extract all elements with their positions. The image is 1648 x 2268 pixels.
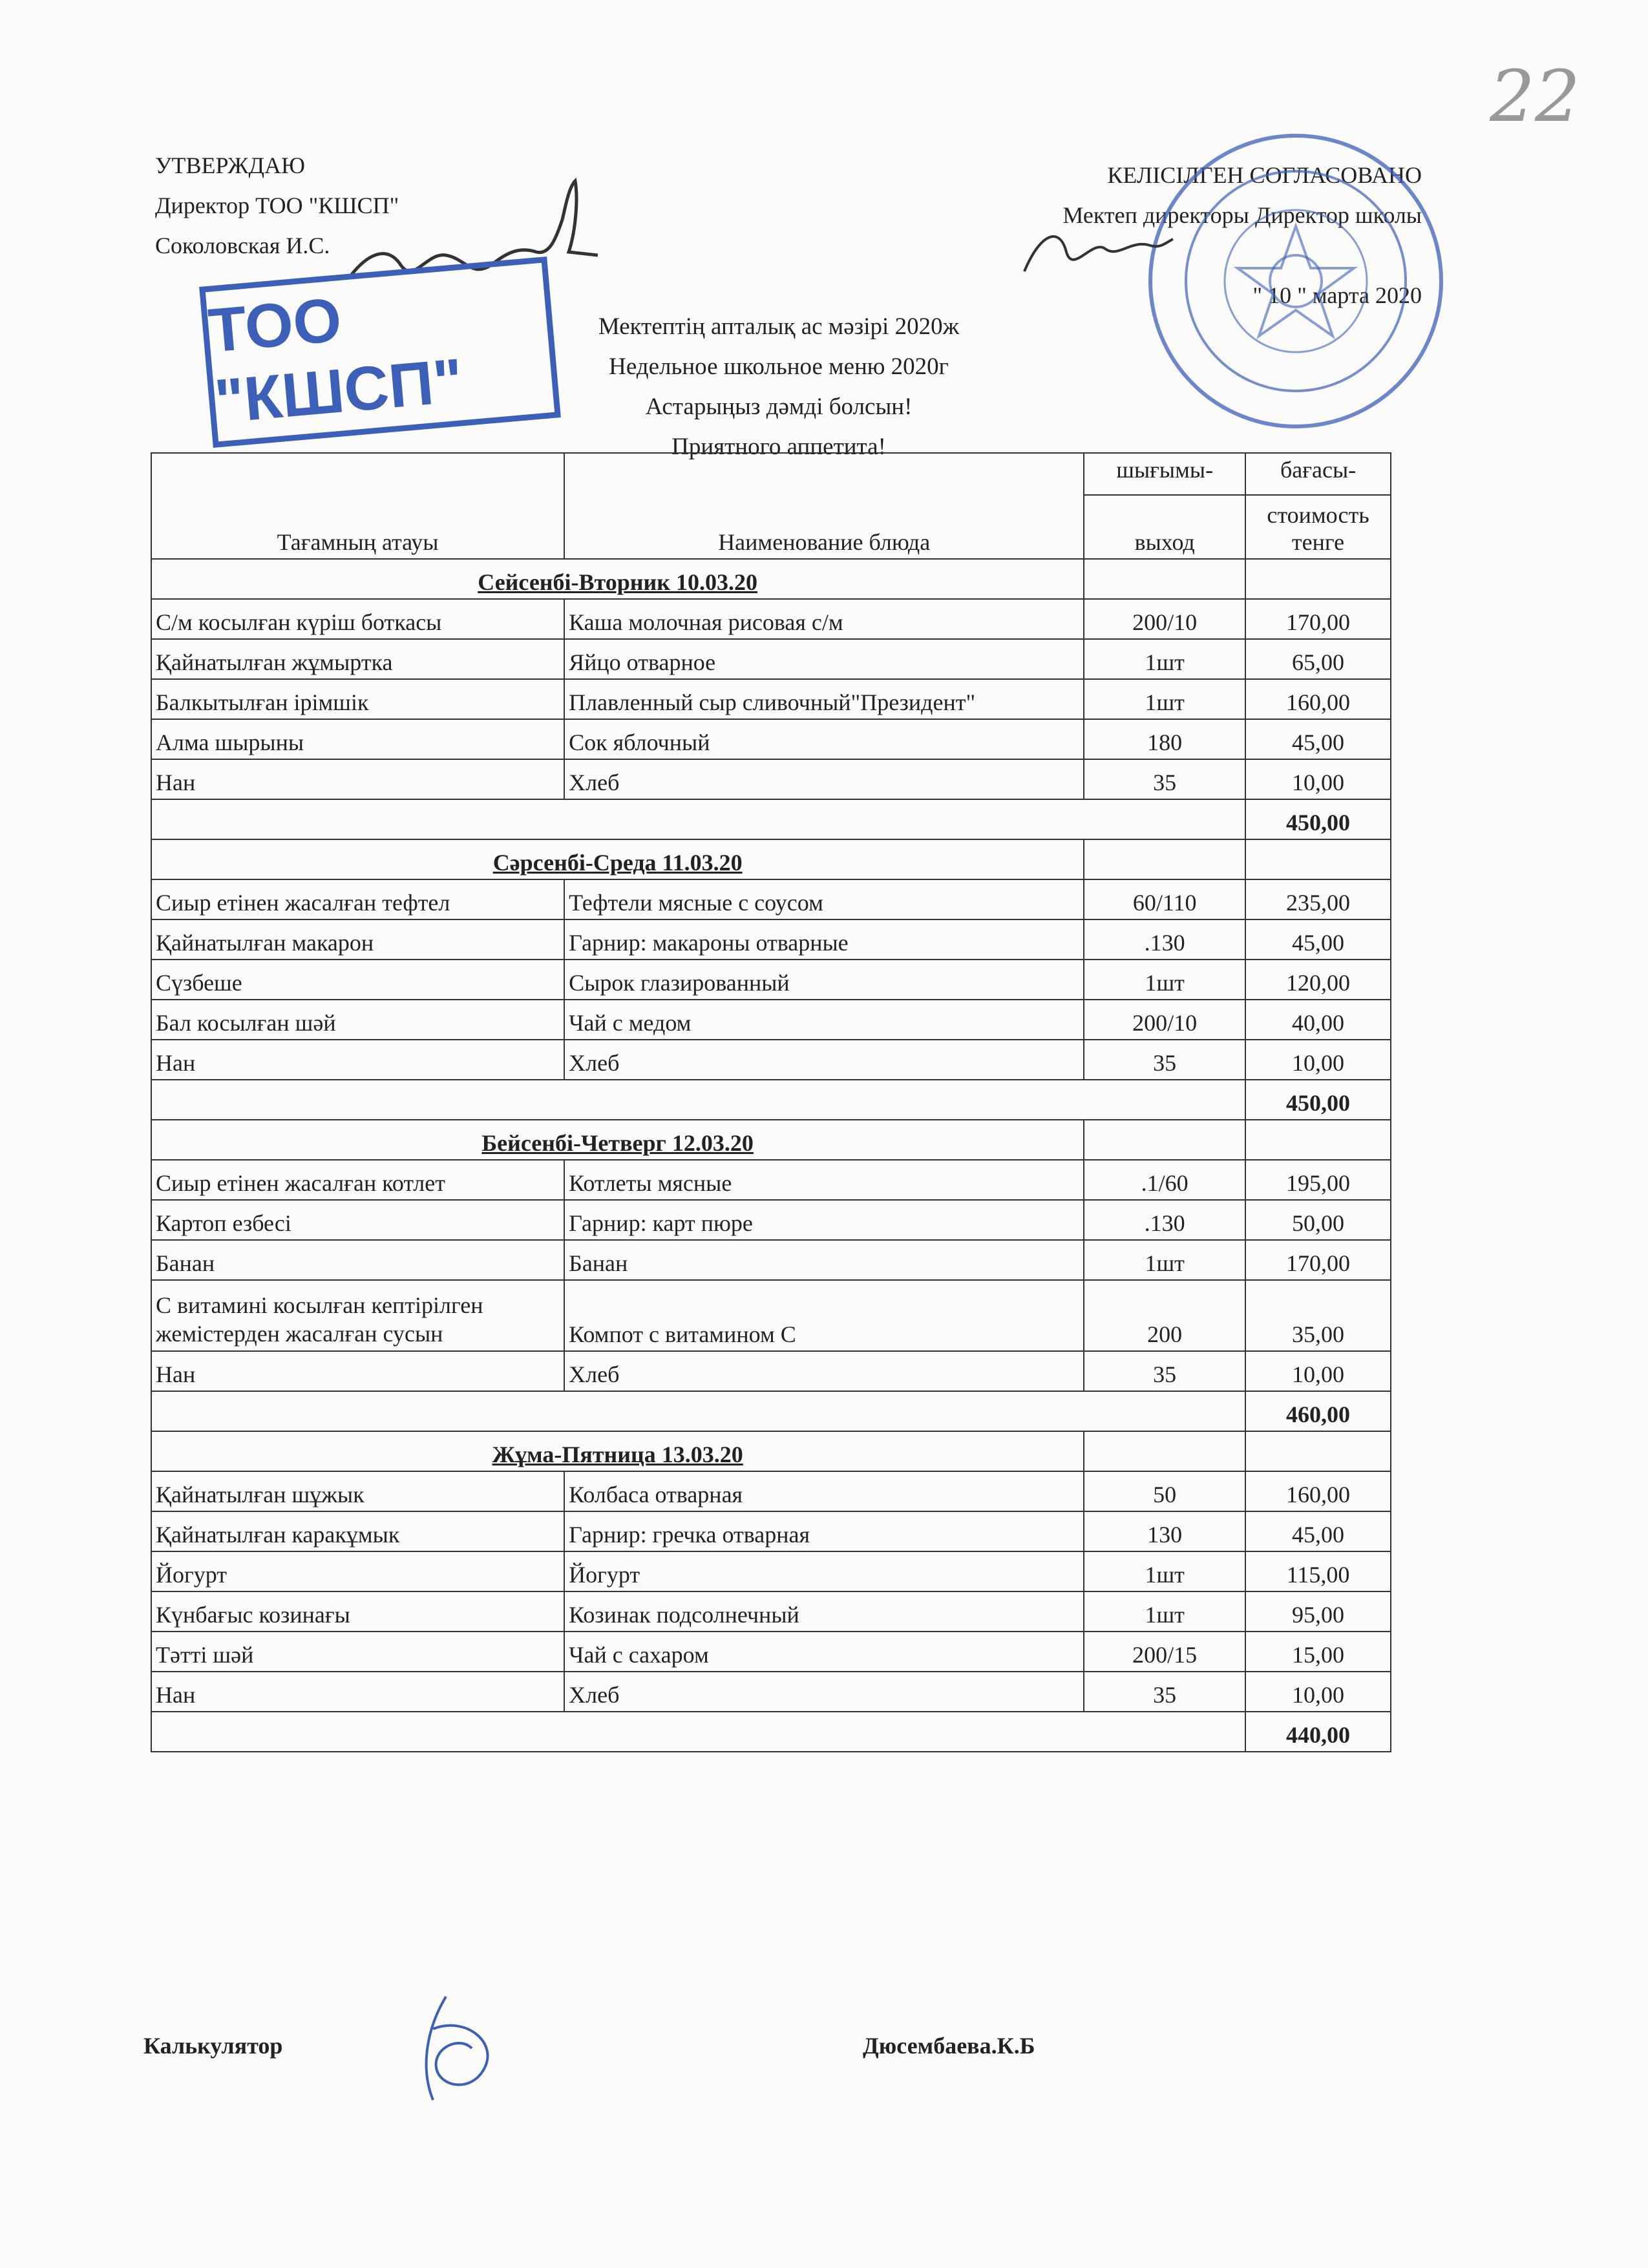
table-row bbox=[151, 1200, 1391, 1240]
dish-name-ru: Сок яблочный bbox=[564, 719, 1084, 759]
dish-price: 170,00 bbox=[1245, 599, 1391, 639]
dish-output: 1шт bbox=[1084, 1591, 1245, 1632]
dish-output: 35 bbox=[1084, 759, 1245, 799]
calculator-signature bbox=[407, 1990, 504, 2106]
agreed-position: Мектеп директоры Директор школы bbox=[1062, 202, 1422, 228]
dish-name-ru: Хлеб bbox=[564, 1351, 1084, 1391]
day-header-row bbox=[151, 559, 1391, 599]
day-total: 440,00 bbox=[1245, 1712, 1391, 1752]
dish-output: 200/10 bbox=[1084, 1000, 1245, 1040]
dish-name-kz: Тәтті шәй bbox=[151, 1632, 564, 1672]
dish-price: 10,00 bbox=[1245, 759, 1391, 799]
header-output-top: шығымы- bbox=[1084, 453, 1245, 495]
dish-output: 1шт bbox=[1084, 1240, 1245, 1280]
table-header-row bbox=[151, 453, 1391, 495]
dish-price: 45,00 bbox=[1245, 919, 1391, 960]
dish-name-ru: Плавленный сыр сливочный"Президент" bbox=[564, 679, 1084, 719]
dish-name-kz: С витамині косылған кептірілген жемістерден жасалған сусын bbox=[151, 1280, 564, 1351]
agreed-title: КЕЛІСІЛГЕН СОГЛАСОВАНО bbox=[1107, 162, 1422, 188]
header-price-bottom bbox=[1245, 495, 1391, 559]
dish-output: 200 bbox=[1084, 1280, 1245, 1351]
dish-output: 200/15 bbox=[1084, 1632, 1245, 1672]
dish-name-ru: Колбаса отварная bbox=[564, 1471, 1084, 1511]
dish-name-kz: Күнбағыс козинағы bbox=[151, 1591, 564, 1632]
dish-name-kz: Нан bbox=[151, 1672, 564, 1712]
dish-output: 35 bbox=[1084, 1672, 1245, 1712]
dish-output: .130 bbox=[1084, 919, 1245, 960]
table-row bbox=[151, 679, 1391, 719]
empty-cell bbox=[1084, 559, 1245, 599]
table-row bbox=[151, 1000, 1391, 1040]
approve-title: УТВЕРЖДАЮ bbox=[155, 152, 306, 178]
table-row bbox=[151, 759, 1391, 799]
dish-name-ru: Хлеб bbox=[564, 1672, 1084, 1712]
weekly-menu-table bbox=[151, 452, 1391, 1752]
dish-name-ru: Йогурт bbox=[564, 1551, 1084, 1591]
table-row bbox=[151, 879, 1391, 919]
dish-name-ru: Чай с медом bbox=[564, 1000, 1084, 1040]
dish-price: 195,00 bbox=[1245, 1160, 1391, 1200]
dish-name-ru: Чай с сахаром bbox=[564, 1632, 1084, 1672]
dish-price: 120,00 bbox=[1245, 960, 1391, 1000]
day-title: Жұма-Пятница 13.03.20 bbox=[151, 1431, 1084, 1471]
dish-name-ru: Козинак подсолнечный bbox=[564, 1591, 1084, 1632]
dish-output: 35 bbox=[1084, 1351, 1245, 1391]
title-ru: Недельное школьное меню 2020г bbox=[609, 353, 949, 380]
dish-name-kz: Сүзбеше bbox=[151, 960, 564, 1000]
dish-output: 200/10 bbox=[1084, 599, 1245, 639]
dish-price: 95,00 bbox=[1245, 1591, 1391, 1632]
table-row bbox=[151, 719, 1391, 759]
dish-name-kz: Картоп езбесі bbox=[151, 1200, 564, 1240]
school-round-seal bbox=[1144, 129, 1448, 433]
table-row bbox=[151, 1471, 1391, 1511]
company-stamp bbox=[199, 257, 561, 448]
dish-name-ru: Компот с витамином С bbox=[564, 1280, 1084, 1351]
empty-cell bbox=[1084, 839, 1245, 879]
title-kz: Мектептің апталық ас мәзірі 2020ж bbox=[598, 313, 960, 340]
dish-name-kz: Қайнатылған жұмыртка bbox=[151, 639, 564, 679]
header-kz-name: Тағамның атауы bbox=[151, 453, 564, 559]
dish-output: 50 bbox=[1084, 1471, 1245, 1511]
day-header-row bbox=[151, 1431, 1391, 1471]
header-price-mid: стоимость bbox=[1267, 502, 1369, 528]
dish-output: 1шт bbox=[1084, 639, 1245, 679]
approve-position: Директор ТОО "КШСП" bbox=[155, 193, 399, 218]
day-title: Бейсенбі-Четверг 12.03.20 bbox=[151, 1120, 1084, 1160]
empty-cell bbox=[1245, 1120, 1391, 1160]
dish-name-kz: Нан bbox=[151, 1351, 564, 1391]
dish-name-ru: Яйцо отварное bbox=[564, 639, 1084, 679]
day-header-row bbox=[151, 1120, 1391, 1160]
table-row bbox=[151, 599, 1391, 639]
dish-price: 160,00 bbox=[1245, 1471, 1391, 1511]
day-total: 450,00 bbox=[1245, 1080, 1391, 1120]
dish-name-ru: Каша молочная рисовая с/м bbox=[564, 599, 1084, 639]
dish-name-kz: Қайнатылған макарон bbox=[151, 919, 564, 960]
table-row bbox=[151, 919, 1391, 960]
dish-price: 45,00 bbox=[1245, 1511, 1391, 1551]
dish-name-kz: Балкытылған ірімшік bbox=[151, 679, 564, 719]
dish-name-kz: Сиыр етінен жасалған тефтел bbox=[151, 879, 564, 919]
day-total: 450,00 bbox=[1245, 799, 1391, 839]
dish-name-ru: Тефтели мясные с соусом bbox=[564, 879, 1084, 919]
dish-name-kz: С/м косылған күріш боткасы bbox=[151, 599, 564, 639]
dish-name-kz: Нан bbox=[151, 759, 564, 799]
table-row bbox=[151, 1040, 1391, 1080]
empty-cell bbox=[1245, 839, 1391, 879]
table-row bbox=[151, 1672, 1391, 1712]
dish-output: 35 bbox=[1084, 1040, 1245, 1080]
table-row bbox=[151, 1591, 1391, 1632]
day-total-row bbox=[151, 1712, 1391, 1752]
dish-name-kz: Банан bbox=[151, 1240, 564, 1280]
empty-cell bbox=[1245, 1431, 1391, 1471]
greeting-kz: Астарыңыз дәмді болсын! bbox=[645, 394, 913, 420]
empty-cell bbox=[1084, 1431, 1245, 1471]
empty-cell bbox=[151, 1391, 1245, 1431]
table-row bbox=[151, 1511, 1391, 1551]
dish-price: 65,00 bbox=[1245, 639, 1391, 679]
dish-output: 180 bbox=[1084, 719, 1245, 759]
dish-name-ru: Сырок глазированный bbox=[564, 960, 1084, 1000]
table-row bbox=[151, 1632, 1391, 1672]
dish-price: 160,00 bbox=[1245, 679, 1391, 719]
header-ru-name: Наименование блюда bbox=[564, 453, 1084, 559]
footer-name: Дюсембаева.К.Б bbox=[863, 2033, 1035, 2059]
dish-name-kz: Қайнатылған шұжык bbox=[151, 1471, 564, 1511]
approve-person: Соколовская И.С. bbox=[155, 233, 330, 258]
day-title: Сейсенбі-Вторник 10.03.20 bbox=[151, 559, 1084, 599]
dish-name-ru: Гарнир: гречка отварная bbox=[564, 1511, 1084, 1551]
day-header-row bbox=[151, 839, 1391, 879]
dish-name-ru: Котлеты мясные bbox=[564, 1160, 1084, 1200]
dish-output: 1шт bbox=[1084, 1551, 1245, 1591]
dish-price: 115,00 bbox=[1245, 1551, 1391, 1591]
stamp-text: ТОО "КШСП" bbox=[206, 285, 466, 437]
dish-name-ru: Гарнир: макароны отварные bbox=[564, 919, 1084, 960]
dish-price: 10,00 bbox=[1245, 1040, 1391, 1080]
dish-price: 40,00 bbox=[1245, 1000, 1391, 1040]
table-row bbox=[151, 1280, 1391, 1351]
dish-output: 1шт bbox=[1084, 679, 1245, 719]
table-row bbox=[151, 1351, 1391, 1391]
dish-output: 130 bbox=[1084, 1511, 1245, 1551]
dish-price: 10,00 bbox=[1245, 1351, 1391, 1391]
dish-name-ru: Хлеб bbox=[564, 759, 1084, 799]
dish-name-kz: Қайнатылған каракұмык bbox=[151, 1511, 564, 1551]
header-price-top: бағасы- bbox=[1245, 453, 1391, 495]
dish-name-kz: Нан bbox=[151, 1040, 564, 1080]
dish-name-kz: Йогурт bbox=[151, 1551, 564, 1591]
dish-output: 60/110 bbox=[1084, 879, 1245, 919]
table-row bbox=[151, 639, 1391, 679]
empty-cell bbox=[1245, 559, 1391, 599]
agreed-date: " 10 " марта 2020 bbox=[1252, 282, 1422, 308]
dish-name-ru: Банан bbox=[564, 1240, 1084, 1280]
day-total-row bbox=[151, 799, 1391, 839]
day-total-row bbox=[151, 1080, 1391, 1120]
dish-price: 50,00 bbox=[1245, 1200, 1391, 1240]
dish-price: 170,00 bbox=[1245, 1240, 1391, 1280]
table-row bbox=[151, 960, 1391, 1000]
dish-price: 35,00 bbox=[1245, 1280, 1391, 1351]
day-total-row bbox=[151, 1391, 1391, 1431]
day-total: 460,00 bbox=[1245, 1391, 1391, 1431]
dish-price: 10,00 bbox=[1245, 1672, 1391, 1712]
menu-titles bbox=[530, 307, 1028, 467]
dish-output: 1шт bbox=[1084, 960, 1245, 1000]
dish-name-kz: Сиыр етінен жасалған котлет bbox=[151, 1160, 564, 1200]
empty-cell bbox=[151, 1080, 1245, 1120]
headmaster-signature bbox=[1021, 213, 1176, 291]
dish-price: 15,00 bbox=[1245, 1632, 1391, 1672]
dish-output: .130 bbox=[1084, 1200, 1245, 1240]
footer-role: Калькулятор bbox=[143, 2033, 283, 2059]
empty-cell bbox=[151, 1712, 1245, 1752]
table-row bbox=[151, 1240, 1391, 1280]
day-title: Сәрсенбі-Среда 11.03.20 bbox=[151, 839, 1084, 879]
dish-name-ru: Хлеб bbox=[564, 1040, 1084, 1080]
dish-price: 45,00 bbox=[1245, 719, 1391, 759]
table-row bbox=[151, 1551, 1391, 1591]
dish-name-ru: Гарнир: карт пюре bbox=[564, 1200, 1084, 1240]
empty-cell bbox=[1084, 1120, 1245, 1160]
header-output-bottom: выход bbox=[1084, 495, 1245, 559]
greeting-ru: Приятного аппетита! bbox=[671, 434, 886, 460]
dish-name-kz: Бал косылған шәй bbox=[151, 1000, 564, 1040]
dish-output: .1/60 bbox=[1084, 1160, 1245, 1200]
dish-name-kz: Алма шырыны bbox=[151, 719, 564, 759]
empty-cell bbox=[151, 799, 1245, 839]
table-row bbox=[151, 1160, 1391, 1200]
page-number: 22 bbox=[1490, 55, 1580, 138]
dish-price: 235,00 bbox=[1245, 879, 1391, 919]
header-price-unit: тенге bbox=[1291, 529, 1345, 555]
